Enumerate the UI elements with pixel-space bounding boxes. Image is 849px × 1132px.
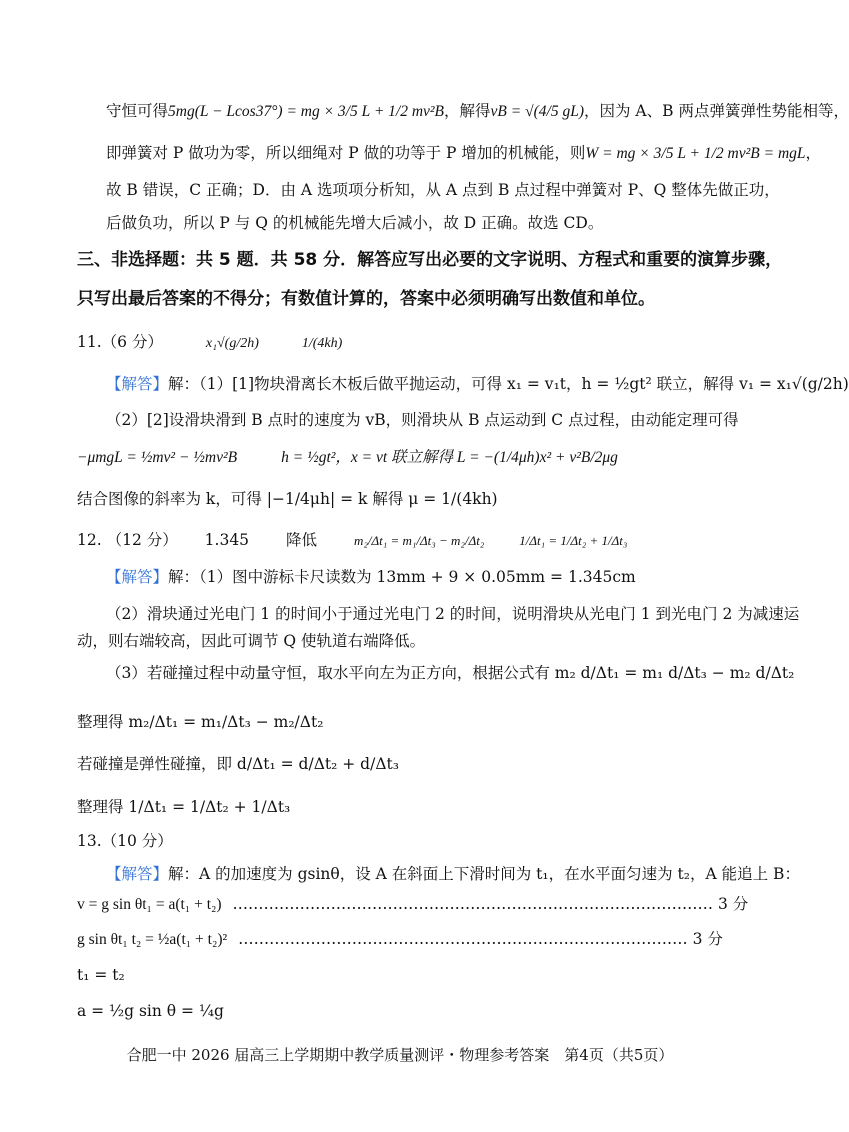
q11-line-2: （2）[2]设滑块滑到 B 点时的速度为 vB，则滑块从 B 点运动到 C 点过程，由动能定理可得 (106, 411, 739, 429)
q12-answer-1: 1.345 (204, 531, 250, 549)
q11-answer-tag: 【解答】 (106, 375, 169, 393)
q12-line-3: 动，则右端较高，因此可调节 Q 使轨道右端降低。 (77, 632, 426, 650)
q13-line-1: 【解答】解：A 的加速度为 gsinθ，设 A 在斜面上下滑时间为 t₁，在水平面匀速为 t₂，A 能追上 B： (106, 865, 800, 883)
q11-line-4: 结合图像的斜率为 k，可得 |−1/4μh| = k 解得 μ = 1/(4kh) (77, 490, 498, 508)
q12-line-2: （2）滑块通过光电门 1 的时间小于通过光电门 2 的时间，说明滑块从光电门 1 到光电门 2 为减速运 (106, 605, 800, 623)
q13-line-5: a = ½g sin θ = ¼g (77, 1002, 224, 1020)
section3-heading-2: 只写出最后答案的不得分；有数值计算的，答案中必须明确写出数值和单位。 (77, 289, 655, 309)
q11-line-1: 【解答】解：（1）[1]物块滑离长木板后做平抛运动，可得 x₁ = v₁t，h = ½gt² 联立，解得 v₁ = x₁√(g/2h) (106, 375, 849, 393)
q13-header: 13.（10 分） (77, 832, 173, 850)
q12-header-row (77, 533, 627, 549)
prev-line-2: 即弹簧对 P 做功为零，所以细绳对 P 做的功等于 P 增加的机械能，则W = mg × 3/5 L + 1/2 mv²B = mgL， (106, 144, 822, 162)
q13-line-4: t₁ = t₂ (77, 966, 125, 984)
vb-result: vB = √(4/5 gL) (490, 103, 584, 120)
page-footer: 合肥一中 2026 届高三上学期期中教学质量测评・物理参考答案 第4页（共5页） (126, 1046, 674, 1064)
q12-answer-4: 1/Δt₁ = 1/Δt₂ + 1/Δt₃ (519, 533, 628, 548)
q11-line-3: −μmgL = ½mv² − ½mv²B h = ½gt²，x = vt 联立解得 L = −(1/4μh)x² + v²B/2μg (77, 449, 618, 466)
q12-answer-2: 降低 (285, 531, 317, 549)
q11-answer-2: 1/(4kh) (301, 336, 343, 351)
section3-heading-1: 三、非选择题：共 5 题．共 58 分．解答应写出必要的文字说明、方程式和重要的演算步骤， (77, 250, 783, 270)
q11-header: 11.（6 分） (77, 333, 163, 351)
q12-line-7: 整理得 1/Δt₁ = 1/Δt₂ + 1/Δt₃ (77, 798, 291, 816)
q12-line-5: 整理得 m₂/Δt₁ = m₁/Δt₃ − m₂/Δt₂ (77, 713, 324, 731)
energy-equation: 5mg(L − Lcos37°) = mg × 3/5 L + 1/2 mv²B (168, 103, 445, 120)
prev-line-1: 守恒可得5mg(L − Lcos37°) = mg × 3/5 L + 1/2 mv²B，解得vB = √(4/5 gL)，因为 A、B 两点弹簧弹性势能相等， (106, 102, 849, 120)
q13-score-1: 3 分 (717, 895, 749, 913)
q12-line-6: 若碰撞是弹性碰撞，即 d/Δt₁ = d/Δt₂ + d/Δt₃ (77, 755, 399, 773)
q12-answer-3: m₂/Δt₁ = m₁/Δt₃ − m₂/Δt₂ (353, 533, 485, 548)
q13-answer-tag: 【解答】 (106, 865, 169, 883)
prev-line-4: 后做负功，所以 P 与 Q 的机械能先增大后减小，故 D 正确。故选 CD。 (106, 214, 604, 232)
q12-line-1: 【解答】解：（1）图中游标卡尺读数为 13mm + 9 × 0.05mm = 1.345cm (106, 568, 636, 586)
q12-line-4: （3）若碰撞过程中动量守恒，取水平向左为正方向，根据公式有 m₂ d/Δt₁ = m₁ d/Δt₃ − m₂ d/Δt₂ (106, 664, 795, 682)
q13-score-2: 3 分 (692, 930, 723, 948)
q11-header-row (77, 335, 342, 351)
q12-answer-tag: 【解答】 (106, 568, 169, 586)
q13-line-2: v = g sin θt₁ = a(t₁ + t₂) ………………………………………………………………………………… 3 分 (77, 895, 749, 913)
work-equation: W = mg × 3/5 L + 1/2 mv²B = mgL (585, 145, 806, 162)
q11-answer-1: x₁√(g/2h) (205, 336, 259, 351)
q13-line-3: g sin θt₁ t₂ = ½a(t₁ + t₂)² …………………………………………………………………………… 3 分 (77, 930, 723, 948)
q12-header: 12. （12 分） (77, 531, 178, 549)
prev-line-3: 故 B 错误，C 正确；D．由 A 选项项分析知，从 A 点到 B 点过程中弹簧对 P、Q 整体先做正功， (106, 181, 780, 199)
